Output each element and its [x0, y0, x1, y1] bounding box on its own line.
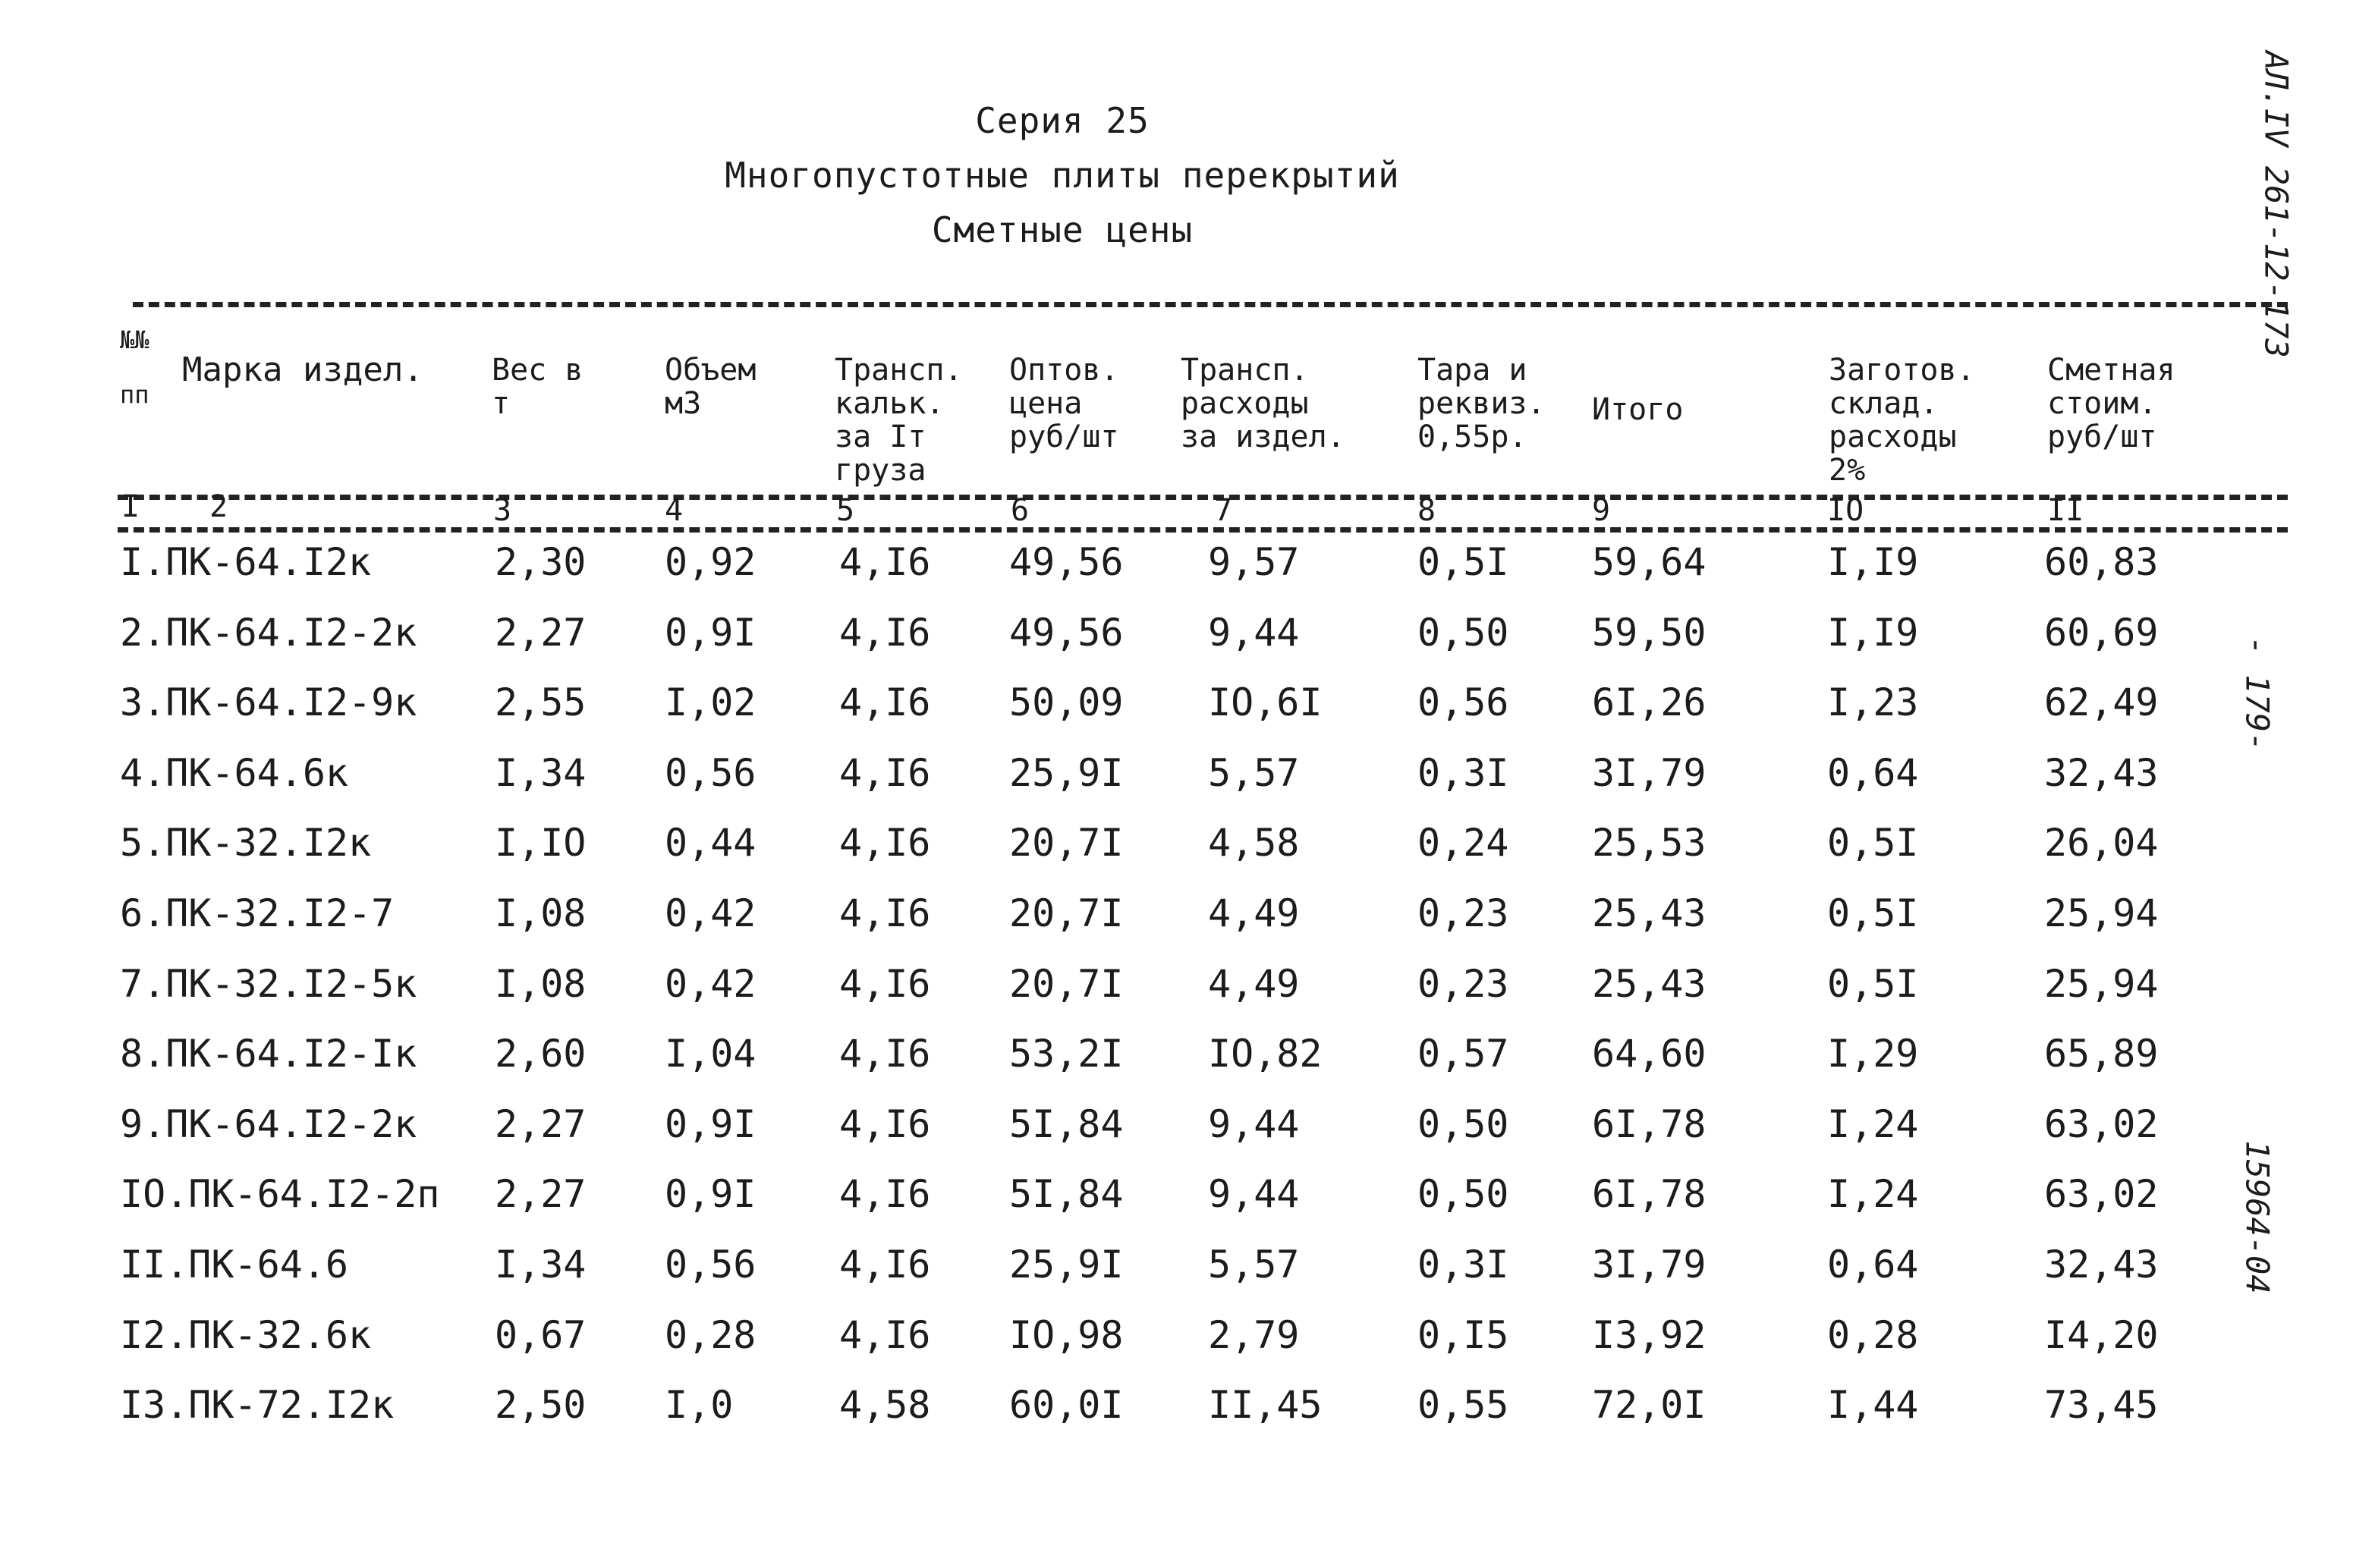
col-number: IO: [1827, 493, 1864, 528]
cell-packaging: 0,50: [1417, 611, 1509, 655]
cell-mark: 6.ПК-32.I2-7: [120, 891, 395, 935]
cell-transport-cost: 2,79: [1208, 1313, 1300, 1357]
col-header-weight: Вес в т: [492, 353, 584, 421]
cell-mark: I2.ПК-32.6к: [120, 1313, 372, 1357]
cell-estimate-cost: 63,02: [2044, 1102, 2159, 1146]
cell-transport-calc: 4,I6: [839, 821, 931, 865]
cell-weight: I,34: [495, 751, 587, 795]
cell-estimate-cost: 32,43: [2044, 751, 2159, 795]
cell-transport-calc: 4,I6: [839, 1172, 931, 1216]
cell-weight: 2,27: [495, 1172, 587, 1216]
cell-transport-cost: 5,57: [1208, 751, 1300, 795]
cell-transport-cost: 9,44: [1208, 611, 1300, 655]
cell-transport-calc: 4,I6: [839, 540, 931, 584]
col-number: 3: [493, 493, 512, 528]
cell-estimate-cost: 26,04: [2044, 821, 2159, 865]
cell-weight: I,IO: [495, 821, 587, 865]
cell-mark: 5.ПК-32.I2к: [120, 821, 372, 865]
cell-total: 6I,78: [1592, 1172, 1707, 1216]
cell-wholesale-price: 49,56: [1009, 540, 1124, 584]
cell-wholesale-price: 5I,84: [1009, 1172, 1124, 1216]
cell-volume: I,0: [665, 1383, 734, 1427]
cell-volume: 0,42: [665, 891, 757, 935]
cell-wholesale-price: 20,7I: [1009, 891, 1124, 935]
cell-storage-costs: 0,64: [1827, 751, 1919, 795]
cell-total: 59,50: [1592, 611, 1707, 655]
cell-wholesale-price: IO,98: [1009, 1313, 1124, 1357]
cell-mark: 7.ПК-32.I2-5к: [120, 962, 417, 1006]
cell-volume: I,02: [665, 680, 757, 724]
cell-total: 59,64: [1592, 540, 1707, 584]
cell-volume: 0,42: [665, 962, 757, 1006]
cell-total: 6I,26: [1592, 680, 1707, 724]
col-number: 7: [1214, 493, 1233, 528]
cell-storage-costs: I,24: [1827, 1172, 1919, 1216]
cell-storage-costs: 0,64: [1827, 1243, 1919, 1287]
cell-transport-cost: IO,6I: [1208, 680, 1323, 724]
cell-estimate-cost: 65,89: [2044, 1032, 2159, 1076]
cell-estimate-cost: 60,69: [2044, 611, 2159, 655]
cell-volume: I,04: [665, 1032, 757, 1076]
col-number: 2: [209, 489, 228, 524]
cell-mark: 8.ПК-64.I2-Iк: [120, 1032, 417, 1076]
col-header-wholesale-price: Оптов. цена руб/шт: [1009, 353, 1119, 454]
cell-wholesale-price: 5I,84: [1009, 1102, 1124, 1146]
cell-estimate-cost: 63,02: [2044, 1172, 2159, 1216]
cell-wholesale-price: 25,9I: [1009, 1243, 1124, 1287]
cell-estimate-cost: I4,20: [2044, 1313, 2159, 1357]
cell-packaging: 0,24: [1417, 821, 1509, 865]
cell-weight: I,08: [495, 891, 587, 935]
cell-transport-cost: 5,57: [1208, 1243, 1300, 1287]
col-number: I: [121, 489, 140, 524]
cell-total: 64,60: [1592, 1032, 1707, 1076]
cell-total: I3,92: [1592, 1313, 1707, 1357]
cell-transport-calc: 4,I6: [839, 891, 931, 935]
cell-weight: 0,67: [495, 1313, 587, 1357]
cell-wholesale-price: 20,7I: [1009, 962, 1124, 1006]
cell-total: 25,53: [1592, 821, 1707, 865]
col-number: 5: [836, 493, 855, 528]
cell-packaging: 0,56: [1417, 680, 1509, 724]
cell-wholesale-price: 25,9I: [1009, 751, 1124, 795]
cell-volume: 0,56: [665, 751, 757, 795]
cell-estimate-cost: 60,83: [2044, 540, 2159, 584]
cell-transport-cost: II,45: [1208, 1383, 1323, 1427]
cell-packaging: 0,3I: [1417, 1243, 1509, 1287]
cell-estimate-cost: 25,94: [2044, 962, 2159, 1006]
col-header-mark: Марка издел.: [182, 350, 423, 389]
cell-mark: IO.ПК-64.I2-2п: [120, 1172, 440, 1216]
cell-mark: 2.ПК-64.I2-2к: [120, 611, 417, 655]
cell-total: 3I,79: [1592, 751, 1707, 795]
cell-volume: 0,28: [665, 1313, 757, 1357]
series-title: Серия 25: [975, 100, 1150, 141]
col-number: II: [2047, 493, 2084, 528]
cell-wholesale-price: 53,2I: [1009, 1032, 1124, 1076]
col-header-transport-cost: Трансп. расходы за издел.: [1181, 353, 1345, 454]
cell-transport-cost: 9,57: [1208, 540, 1300, 584]
cell-weight: I,08: [495, 962, 587, 1006]
cell-wholesale-price: 60,0I: [1009, 1383, 1124, 1427]
cell-mark: 4.ПК-64.6к: [120, 751, 349, 795]
cell-total: 6I,78: [1592, 1102, 1707, 1146]
cell-total: 25,43: [1592, 891, 1707, 935]
cell-transport-calc: 4,I6: [839, 611, 931, 655]
col-header-storage-costs: Заготов. склад. расходы 2%: [1829, 353, 1975, 488]
cell-packaging: 0,23: [1417, 891, 1509, 935]
cell-volume: 0,9I: [665, 611, 757, 655]
cell-transport-cost: 4,49: [1208, 962, 1300, 1006]
cell-estimate-cost: 73,45: [2044, 1383, 2159, 1427]
cell-weight: I,34: [495, 1243, 587, 1287]
cell-volume: 0,9I: [665, 1172, 757, 1216]
cell-packaging: 0,55: [1417, 1383, 1509, 1427]
cell-estimate-cost: 25,94: [2044, 891, 2159, 935]
doc-code-note: АЛ.IV 261-12-173: [2257, 51, 2295, 358]
cell-storage-costs: I,29: [1827, 1032, 1919, 1076]
cell-total: 25,43: [1592, 962, 1707, 1006]
cell-mark: 3.ПК-64.I2-9к: [120, 680, 417, 724]
cell-total: 3I,79: [1592, 1243, 1707, 1287]
cell-packaging: 0,50: [1417, 1172, 1509, 1216]
col-header-volume: Объем м3: [665, 353, 757, 421]
col-header-packaging: Тара и реквиз. 0,55р.: [1417, 353, 1546, 454]
cell-storage-costs: I,23: [1827, 680, 1919, 724]
cell-transport-calc: 4,58: [839, 1383, 931, 1427]
cell-transport-calc: 4,I6: [839, 1032, 931, 1076]
col-header-estimate-cost: Сметная стоим. руб/шт: [2047, 353, 2175, 454]
cell-storage-costs: 0,28: [1827, 1313, 1919, 1357]
col-number: 9: [1592, 493, 1611, 528]
cell-storage-costs: I,I9: [1827, 540, 1919, 584]
cell-weight: 2,27: [495, 611, 587, 655]
cell-weight: 2,55: [495, 680, 587, 724]
cell-volume: 0,92: [665, 540, 757, 584]
cell-wholesale-price: 20,7I: [1009, 821, 1124, 865]
cell-storage-costs: I,44: [1827, 1383, 1919, 1427]
cell-packaging: 0,3I: [1417, 751, 1509, 795]
cell-transport-calc: 4,I6: [839, 1102, 931, 1146]
cell-transport-cost: 4,49: [1208, 891, 1300, 935]
page-number-note: - 179-: [2238, 636, 2276, 752]
document-caption: Сметные цены: [931, 209, 1194, 250]
cell-mark: 9.ПК-64.I2-2к: [120, 1102, 417, 1146]
cell-packaging: 0,57: [1417, 1032, 1509, 1076]
cell-transport-calc: 4,I6: [839, 962, 931, 1006]
cell-volume: 0,9I: [665, 1102, 757, 1146]
cell-packaging: 0,5I: [1417, 540, 1509, 584]
cell-transport-cost: IO,82: [1208, 1032, 1323, 1076]
cell-transport-calc: 4,I6: [839, 751, 931, 795]
cell-weight: 2,50: [495, 1383, 587, 1427]
cell-storage-costs: I,24: [1827, 1102, 1919, 1146]
cell-total: 72,0I: [1592, 1383, 1707, 1427]
col-header-transport-calc: Трансп. кальк. за Iт груза: [835, 353, 963, 488]
cell-weight: 2,30: [495, 540, 587, 584]
cell-transport-calc: 4,I6: [839, 680, 931, 724]
cell-wholesale-price: 50,09: [1009, 680, 1124, 724]
cell-volume: 0,56: [665, 1243, 757, 1287]
cell-mark: II.ПК-64.6: [120, 1243, 349, 1287]
cell-storage-costs: 0,5I: [1827, 891, 1919, 935]
cell-transport-calc: 4,I6: [839, 1243, 931, 1287]
cell-wholesale-price: 49,56: [1009, 611, 1124, 655]
col-number: 6: [1011, 493, 1030, 528]
cell-mark: I3.ПК-72.I2к: [120, 1383, 395, 1427]
stamp-note: 15964-04: [2238, 1140, 2276, 1294]
cell-storage-costs: 0,5I: [1827, 821, 1919, 865]
cell-transport-cost: 9,44: [1208, 1172, 1300, 1216]
cell-estimate-cost: 32,43: [2044, 1243, 2159, 1287]
cell-storage-costs: 0,5I: [1827, 962, 1919, 1006]
cell-transport-cost: 9,44: [1208, 1102, 1300, 1146]
cell-packaging: 0,23: [1417, 962, 1509, 1006]
cell-packaging: 0,50: [1417, 1102, 1509, 1146]
cell-packaging: 0,I5: [1417, 1313, 1509, 1357]
col-number: 8: [1417, 493, 1436, 528]
cell-weight: 2,60: [495, 1032, 587, 1076]
cell-transport-calc: 4,I6: [839, 1313, 931, 1357]
col-number: 4: [665, 493, 684, 528]
cell-volume: 0,44: [665, 821, 757, 865]
document-subject: Многопустотные плиты перекрытий: [725, 155, 1400, 196]
col-header-number: №№ пп: [120, 325, 149, 409]
cell-weight: 2,27: [495, 1102, 587, 1146]
cell-mark: I.ПК-64.I2к: [120, 540, 372, 584]
col-header-total: Итого: [1592, 392, 1684, 427]
cell-transport-cost: 4,58: [1208, 821, 1300, 865]
cell-storage-costs: I,I9: [1827, 611, 1919, 655]
cell-estimate-cost: 62,49: [2044, 680, 2159, 724]
